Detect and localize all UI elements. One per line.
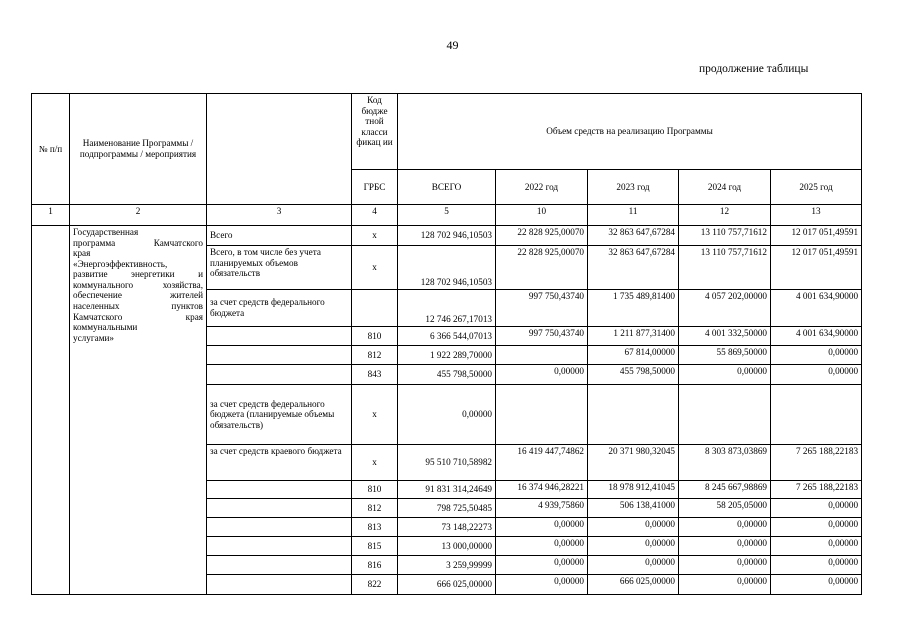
col-number: 4 (352, 205, 398, 226)
amount-2022: 0,00000 (496, 537, 588, 556)
amount-2023: 666 025,00000 (588, 575, 679, 595)
grbs-code: 815 (352, 537, 398, 556)
total-amount: 91 831 314,24649 (398, 481, 496, 499)
amount-2023: 67 814,00000 (588, 346, 679, 365)
header-year-2022: 2022 год (496, 170, 588, 205)
amount-2025: 12 017 051,49591 (771, 246, 862, 290)
amount-2024 (679, 385, 771, 445)
funding-source (207, 481, 352, 499)
header-number: № п/п (32, 94, 70, 205)
program-name-line: «Энергоэффективность, (73, 258, 168, 269)
amount-2024: 0,00000 (679, 575, 771, 595)
amount-2023: 0,00000 (588, 556, 679, 575)
funding-source: Всего, в том числе без учета планируемых объемов обязательств (207, 246, 352, 290)
header-source (207, 94, 352, 205)
col-number: 5 (398, 205, 496, 226)
total-amount: 1 922 289,70000 (398, 346, 496, 365)
grbs-code (352, 290, 398, 327)
grbs-code: x (352, 445, 398, 481)
col-number: 11 (588, 205, 679, 226)
funding-source (207, 346, 352, 365)
amount-2025: 0,00000 (771, 365, 862, 385)
amount-2023: 32 863 647,67284 (588, 246, 679, 290)
funding-source (207, 499, 352, 518)
funding-source (207, 518, 352, 537)
header-code: Код бюдже тной класси фикац ии (352, 94, 398, 170)
amount-2025: 4 001 634,90000 (771, 327, 862, 346)
amount-2023: 32 863 647,67284 (588, 226, 679, 246)
program-name-line: коммунальными (73, 322, 138, 333)
funding-source: за счет средств федерального бюджета (207, 290, 352, 327)
funding-source: за счет средств федерального бюджета (планируемые объемы обязательств) (207, 385, 352, 445)
amount-2023: 20 371 980,32045 (588, 445, 679, 481)
program-name-line: края (73, 248, 91, 259)
grbs-code: 812 (352, 346, 398, 365)
program-name-line: коммунального хозяйства, (73, 279, 203, 290)
header-name: Наименование Программы / подпрограммы / мероприятия (70, 94, 207, 205)
amount-2022: 16 419 447,74862 (496, 445, 588, 481)
funding-source (207, 575, 352, 595)
amount-2023 (588, 385, 679, 445)
header-year-2024: 2024 год (679, 170, 771, 205)
amount-2023: 0,00000 (588, 518, 679, 537)
amount-2022: 22 828 925,00070 (496, 246, 588, 290)
funding-source (207, 537, 352, 556)
funding-source (207, 556, 352, 575)
header-volume: Объем средств на реализацию Программы (398, 94, 862, 170)
program-name-line: Государственная (73, 227, 139, 237)
total-amount: 666 025,00000 (398, 575, 496, 595)
amount-2025: 0,00000 (771, 575, 862, 595)
grbs-code: 816 (352, 556, 398, 575)
grbs-code: 843 (352, 365, 398, 385)
grbs-code: 810 (352, 481, 398, 499)
col-number: 1 (32, 205, 70, 226)
amount-2023: 455 798,50000 (588, 365, 679, 385)
total-amount: 13 000,00000 (398, 537, 496, 556)
total-amount: 3 259,99999 (398, 556, 496, 575)
total-amount: 455 798,50000 (398, 365, 496, 385)
amount-2024: 0,00000 (679, 518, 771, 537)
amount-2024: 8 303 873,03869 (679, 445, 771, 481)
amount-2024: 4 057 202,00000 (679, 290, 771, 327)
header-grbs: ГРБС (352, 170, 398, 205)
amount-2025: 0,00000 (771, 499, 862, 518)
amount-2022: 997 750,43740 (496, 290, 588, 327)
col-number: 13 (771, 205, 862, 226)
total-amount: 0,00000 (398, 385, 496, 445)
amount-2022: 0,00000 (496, 365, 588, 385)
program-name-line: Камчатского края (73, 311, 203, 322)
total-amount: 128 702 946,10503 (398, 246, 496, 290)
total-amount: 95 510 710,58982 (398, 445, 496, 481)
total-amount: 73 148,22273 (398, 518, 496, 537)
amount-2023: 506 138,41000 (588, 499, 679, 518)
header-year-2025: 2025 год (771, 170, 862, 205)
amount-2022: 4 939,75860 (496, 499, 588, 518)
amount-2024: 4 001 332,50000 (679, 327, 771, 346)
page-number: 49 (446, 38, 459, 52)
grbs-code: 822 (352, 575, 398, 595)
total-amount: 12 746 267,17013 (398, 290, 496, 327)
funding-source (207, 365, 352, 385)
amount-2023: 18 978 912,41045 (588, 481, 679, 499)
amount-2022: 22 828 925,00070 (496, 226, 588, 246)
amount-2025: 0,00000 (771, 518, 862, 537)
amount-2023: 1 735 489,81400 (588, 290, 679, 327)
amount-2024: 0,00000 (679, 537, 771, 556)
amount-2025: 0,00000 (771, 556, 862, 575)
funding-source: Всего (207, 226, 352, 246)
amount-2022: 0,00000 (496, 575, 588, 595)
funding-source: за счет средств краевого бюджета (207, 445, 352, 481)
header-year-2023: 2023 год (588, 170, 679, 205)
amount-2024: 13 110 757,71612 (679, 246, 771, 290)
amount-2024: 8 245 667,98869 (679, 481, 771, 499)
amount-2025: 4 001 634,90000 (771, 290, 862, 327)
header-total: ВСЕГО (398, 170, 496, 205)
amount-2024: 0,00000 (679, 556, 771, 575)
amount-2022: 997 750,43740 (496, 327, 588, 346)
amount-2022: 0,00000 (496, 518, 588, 537)
program-number (32, 226, 70, 595)
amount-2024: 55 869,50000 (679, 346, 771, 365)
budget-table (31, 93, 862, 595)
amount-2022: 0,00000 (496, 556, 588, 575)
grbs-code: 813 (352, 518, 398, 537)
grbs-code: x (352, 226, 398, 246)
amount-2023: 0,00000 (588, 537, 679, 556)
program-name-line: услугами» (73, 332, 115, 343)
grbs-code: x (352, 246, 398, 290)
program-name (70, 226, 207, 595)
funding-source (207, 327, 352, 346)
total-amount: 6 366 544,07013 (398, 327, 496, 346)
amount-2024: 13 110 757,71612 (679, 226, 771, 246)
continuation-label: продолжение таблицы (699, 63, 809, 75)
program-name-line: обеспечение жителей (73, 290, 203, 301)
amount-2022: 16 374 946,28221 (496, 481, 588, 499)
amount-2025: 7 265 188,22183 (771, 445, 862, 481)
amount-2025 (771, 385, 862, 445)
col-number: 3 (207, 205, 352, 226)
program-name-line: развитие энергетики и (73, 269, 203, 280)
program-name-line: программа Камчатского (73, 237, 203, 248)
col-number: 10 (496, 205, 588, 226)
amount-2022 (496, 385, 588, 445)
program-name-line: населенных пунктов (73, 301, 203, 312)
col-number: 12 (679, 205, 771, 226)
amount-2025: 7 265 188,22183 (771, 481, 862, 499)
table-row (32, 226, 862, 246)
total-amount: 798 725,50485 (398, 499, 496, 518)
amount-2024: 58 205,05000 (679, 499, 771, 518)
grbs-code: 812 (352, 499, 398, 518)
amount-2025: 0,00000 (771, 537, 862, 556)
amount-2025: 12 017 051,49591 (771, 226, 862, 246)
amount-2025: 0,00000 (771, 346, 862, 365)
amount-2022 (496, 346, 588, 365)
grbs-code: x (352, 385, 398, 445)
amount-2023: 1 211 877,31400 (588, 327, 679, 346)
total-amount: 128 702 946,10503 (398, 226, 496, 246)
amount-2024: 0,00000 (679, 365, 771, 385)
col-number: 2 (70, 205, 207, 226)
grbs-code: 810 (352, 327, 398, 346)
